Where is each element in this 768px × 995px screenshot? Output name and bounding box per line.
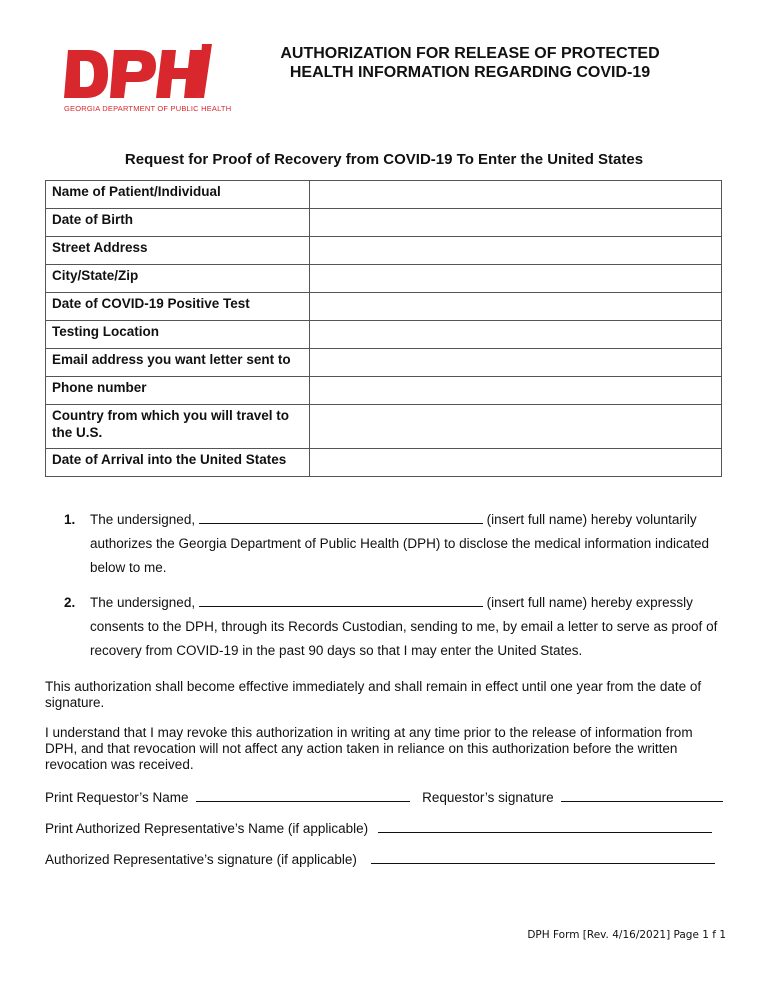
table-row (46, 181, 722, 209)
table-row (46, 209, 722, 237)
row-value-field[interactable] (310, 349, 722, 377)
form-footer: DPH Form [Rev. 4/16/2021] Page 1 f 1 (527, 929, 726, 941)
print-rep-label: Print Authorized Representative’s Name (if applicable) (45, 821, 369, 836)
row-label: Date of Arrival into the United States (46, 449, 310, 477)
row-value-field[interactable] (310, 237, 722, 265)
rep-signature-label: Authorized Representative’s signature (if applicable) (45, 852, 357, 867)
table-row (46, 321, 722, 349)
document-title (250, 44, 690, 82)
print-requestor-field[interactable] (196, 789, 410, 802)
row-value-field[interactable] (310, 265, 722, 293)
table-row (46, 265, 722, 293)
patient-info-table (45, 180, 722, 477)
effective-paragraph: This authorization shall become effective immediately and shall remain in effect until one year from the date of signature. (45, 679, 702, 710)
full-name-blank[interactable] (199, 511, 483, 524)
row-label: Country from which you will travel to the U.S. (46, 405, 310, 449)
row-value-field[interactable] (310, 181, 722, 209)
form-subtitle: Request for Proof of Recovery from COVID-19 To Enter the United States (124, 151, 644, 168)
row-value-field[interactable] (310, 377, 722, 405)
row-value-field[interactable] (310, 405, 722, 449)
full-name-blank[interactable] (199, 594, 483, 607)
table-row (46, 293, 722, 321)
rep-signature-field[interactable] (371, 851, 715, 864)
row-label: Street Address (46, 237, 310, 265)
table-row (46, 449, 722, 477)
rep-name-row (45, 820, 725, 836)
row-value-field[interactable] (310, 209, 722, 237)
table-row (46, 377, 722, 405)
dph-logo-mark (64, 44, 212, 106)
row-label: Date of COVID-19 Positive Test (46, 293, 310, 321)
row-label: Date of Birth (46, 209, 310, 237)
row-label: Email address you want letter sent to (46, 349, 310, 377)
logo-tagline: GEORGIA DEPARTMENT OF PUBLIC HEALTH (64, 104, 232, 113)
row-value-field[interactable] (310, 321, 722, 349)
authorization-item-1 (64, 508, 724, 580)
row-label: Name of Patient/Individual (46, 181, 310, 209)
item-number: 2. (64, 595, 76, 610)
row-label: Testing Location (46, 321, 310, 349)
table-row (46, 237, 722, 265)
row-label: Phone number (46, 377, 310, 405)
print-rep-field[interactable] (378, 820, 712, 833)
table-row (46, 405, 722, 449)
row-value-field[interactable] (310, 449, 722, 477)
rep-signature-row (45, 851, 725, 867)
item-number: 1. (64, 512, 76, 527)
title-line-2: HEALTH INFORMATION REGARDING COVID-19 (289, 64, 651, 81)
item-text: The undersigned, (insert full name) hereby voluntarily authorizes the Georgia Department of Public Health (DPH) to disclose the medical information indicated below to me. (90, 512, 710, 575)
item-text: The undersigned, (insert full name) hereby expressly consents to the DPH, through its Records Custodian, sending to me, by email a letter to serve as proof of recovery from COVID-19 in the past 90 days so that I may enter the United States. (90, 595, 718, 658)
requestor-signature-field[interactable] (561, 789, 723, 802)
requestor-signature-row (45, 789, 725, 805)
title-line-1: AUTHORIZATION FOR RELEASE OF PROTECTED (280, 45, 660, 62)
table-row (46, 349, 722, 377)
row-label: City/State/Zip (46, 265, 310, 293)
authorization-item-2 (64, 591, 724, 663)
print-requestor-label: Print Requestor’s Name (45, 790, 189, 805)
row-value-field[interactable] (310, 293, 722, 321)
requestor-signature-label: Requestor’s signature (422, 790, 554, 805)
revocation-paragraph: I understand that I may revoke this authorization in writing at any time prior to the release of information from DPH, and that revocation will not affect any action taken in reliance on this authorization before the written revocation was received. (45, 725, 693, 772)
